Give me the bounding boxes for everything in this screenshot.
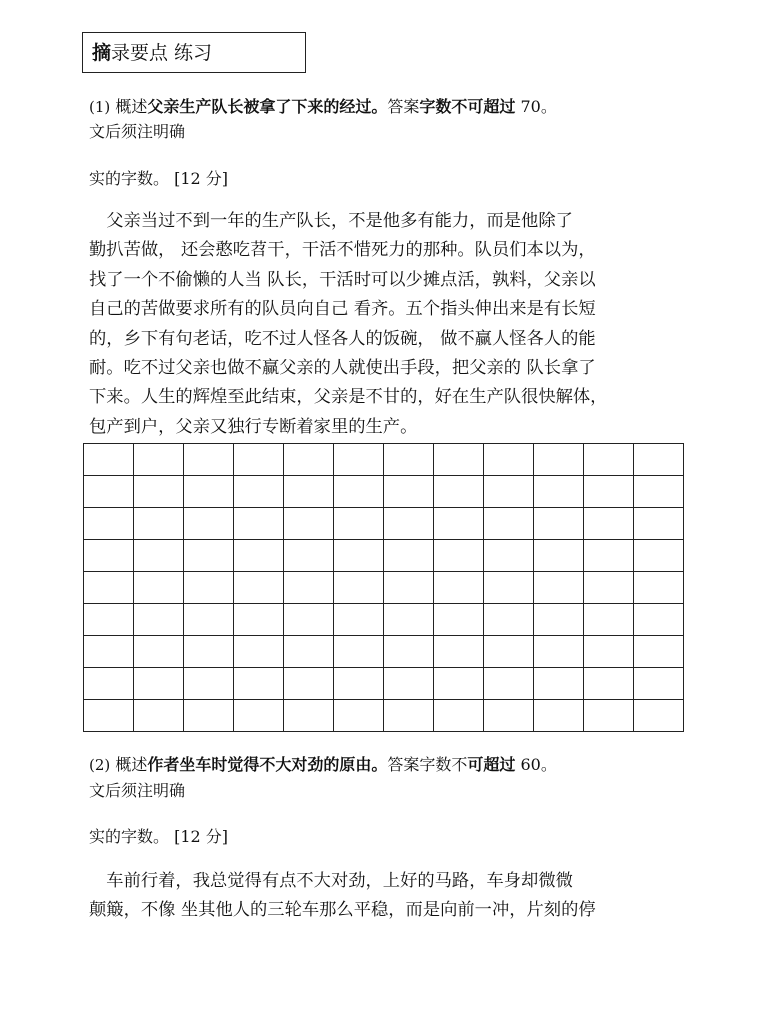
grid-cell[interactable] [184,636,234,668]
grid-cell[interactable] [284,668,334,700]
question-1-topic: 父亲生产队长被拿了下来的经过。 [147,97,388,116]
grid-cell[interactable] [334,508,384,540]
grid-cell[interactable] [484,540,534,572]
grid-cell[interactable] [634,604,684,636]
question-1-line-2: 文后须注明确 [89,122,186,141]
grid-cell[interactable] [434,476,484,508]
grid-cell[interactable] [334,636,384,668]
question-1-line-3: 实的字数。 [12 分] [89,169,229,188]
grid-cell[interactable] [134,476,184,508]
grid-cell[interactable] [284,572,334,604]
grid-cell[interactable] [434,572,484,604]
grid-cell[interactable] [134,572,184,604]
grid-cell[interactable] [534,476,584,508]
grid-cell[interactable] [384,604,434,636]
grid-cell[interactable] [634,444,684,476]
grid-row [84,700,684,732]
answer-grid [83,443,684,732]
grid-cell[interactable] [234,476,284,508]
question-1-limit-number: 70。 [520,97,557,116]
question-2-topic: 作者坐车时觉得不大对劲的原由。 [147,755,388,774]
grid-cell[interactable] [584,444,634,476]
grid-cell[interactable] [434,636,484,668]
grid-cell[interactable] [634,668,684,700]
passage-line: 的，乡下有句老话，吃不过人怪各人的饭碗， 做不赢人怪各人的能 [89,328,596,349]
grid-cell[interactable] [384,700,434,732]
grid-cell[interactable] [484,700,534,732]
grid-cell[interactable] [284,476,334,508]
grid-cell[interactable] [284,700,334,732]
grid-cell[interactable] [534,572,584,604]
grid-cell[interactable] [134,604,184,636]
grid-cell[interactable] [534,636,584,668]
grid-cell[interactable] [434,668,484,700]
grid-cell[interactable] [484,476,534,508]
grid-cell[interactable] [584,668,634,700]
grid-cell[interactable] [184,540,234,572]
grid-cell[interactable] [584,700,634,732]
passage-line: 耐。吃不过父亲也做不赢父亲的人就使出手段，把父亲的 队长拿了 [89,358,596,379]
section-title-part1: 摘 [92,42,112,64]
grid-cell[interactable] [484,636,534,668]
grid-cell[interactable] [84,700,134,732]
passage-line: 勤扒苦做， 还会憨吃苕干，干活不惜死力的那种。队员们本以为， [89,240,596,261]
section-title-part2: 录要点 练习 [111,42,213,64]
grid-cell[interactable] [134,540,184,572]
question-2-line-1 [89,754,557,776]
grid-cell[interactable] [334,604,384,636]
grid-row [84,636,684,668]
grid-cell[interactable] [634,476,684,508]
grid-cell[interactable] [84,572,134,604]
question-2-lead: 概述 [115,755,148,774]
grid-cell[interactable] [234,540,284,572]
grid-cell[interactable] [484,604,534,636]
passage-line: 父亲当过不到一年的生产队长，不是他多有能力，而是他除了 [89,211,573,231]
passage-line: 自己的苦做要求所有的队员向自己 看齐。五个指头伸出来是有长短 [89,299,596,320]
grid-cell[interactable] [234,508,284,540]
grid-cell[interactable] [534,668,584,700]
grid-cell[interactable] [534,604,584,636]
grid-cell[interactable] [134,700,184,732]
grid-cell[interactable] [384,444,434,476]
grid-cell[interactable] [134,508,184,540]
grid-cell[interactable] [584,636,634,668]
question-2-line-3: 实的字数。 [12 分] [89,827,229,846]
grid-cell[interactable] [584,572,634,604]
grid-cell[interactable] [534,508,584,540]
grid-cell[interactable] [84,604,134,636]
grid-cell[interactable] [134,444,184,476]
grid-cell[interactable] [284,604,334,636]
grid-cell[interactable] [284,636,334,668]
grid-cell[interactable] [84,476,134,508]
grid-cell[interactable] [134,668,184,700]
question-1-mid: 答案 [387,97,420,116]
grid-cell[interactable] [384,476,434,508]
grid-cell[interactable] [384,636,434,668]
grid-cell[interactable] [484,668,534,700]
grid-cell[interactable] [634,540,684,572]
grid-row [84,444,684,476]
grid-cell[interactable] [184,508,234,540]
grid-cell[interactable] [584,604,634,636]
grid-cell[interactable] [234,668,284,700]
grid-row [84,508,684,540]
grid-cell[interactable] [184,572,234,604]
grid-cell[interactable] [534,700,584,732]
grid-cell[interactable] [184,444,234,476]
question-2-number: (2) [89,756,111,774]
grid-cell[interactable] [584,476,634,508]
grid-cell[interactable] [84,668,134,700]
question-1-number: (1) [89,98,111,116]
passage-line: 车前行着，我总觉得有点不大对劲，上好的马路，车身却微微 [89,871,573,891]
passage-1 [89,207,689,442]
passage-line: 包产到户，父亲又独行专断着家里的生产。 [89,416,418,437]
grid-cell[interactable] [84,540,134,572]
section-title [82,32,306,73]
question-2-line-2: 文后须注明确 [89,781,186,800]
grid-cell[interactable] [234,636,284,668]
grid-cell[interactable] [384,572,434,604]
question-2-limit: 可超过 [467,755,516,774]
grid-cell[interactable] [184,604,234,636]
grid-cell[interactable] [334,476,384,508]
question-1-lead: 概述 [115,97,148,116]
passage-line: 颠簸，不像 坐其他人的三轮车那么平稳，而是向前一冲，片刻的停 [89,900,596,921]
grid-cell[interactable] [434,700,484,732]
grid-cell[interactable] [284,540,334,572]
grid-cell[interactable] [484,572,534,604]
grid-cell[interactable] [484,508,534,540]
grid-cell[interactable] [184,668,234,700]
grid-cell[interactable] [84,444,134,476]
grid-cell[interactable] [384,508,434,540]
grid-cell[interactable] [84,636,134,668]
grid-cell[interactable] [584,508,634,540]
grid-cell[interactable] [534,540,584,572]
grid-cell[interactable] [534,444,584,476]
grid-cell[interactable] [234,572,284,604]
grid-cell[interactable] [634,572,684,604]
question-2-mid: 答案字数不 [387,755,468,774]
grid-cell[interactable] [634,508,684,540]
grid-cell[interactable] [234,604,284,636]
grid-cell[interactable] [184,476,234,508]
grid-cell[interactable] [484,444,534,476]
grid-cell[interactable] [334,668,384,700]
grid-row [84,540,684,572]
passage-line: 下来。人生的辉煌至此结束，父亲是不甘的，好在生产队很快解体， [89,387,608,408]
grid-cell[interactable] [434,508,484,540]
grid-cell[interactable] [634,636,684,668]
grid-cell[interactable] [284,508,334,540]
grid-cell[interactable] [434,444,484,476]
question-1-limit: 字数不可超过 [419,97,516,116]
passage-line: 找了一个不偷懒的人当 队长，干活时可以少摊点活，孰料，父亲以 [89,269,596,290]
grid-cell[interactable] [234,444,284,476]
grid-cell[interactable] [284,444,334,476]
grid-cell[interactable] [334,444,384,476]
grid-cell[interactable] [84,508,134,540]
grid-cell[interactable] [634,700,684,732]
grid-cell[interactable] [434,604,484,636]
grid-cell[interactable] [584,540,634,572]
grid-cell[interactable] [334,700,384,732]
grid-cell[interactable] [234,700,284,732]
grid-row [84,668,684,700]
grid-row [84,572,684,604]
grid-cell[interactable] [434,540,484,572]
question-2-limit-number: 60。 [520,755,557,774]
grid-cell[interactable] [334,572,384,604]
grid-row [84,604,684,636]
question-1-line-1 [89,96,557,118]
grid-cell[interactable] [334,540,384,572]
passage-2 [89,867,689,926]
grid-cell[interactable] [184,700,234,732]
grid-cell[interactable] [384,540,434,572]
grid-cell[interactable] [384,668,434,700]
grid-cell[interactable] [134,636,184,668]
grid-row [84,476,684,508]
